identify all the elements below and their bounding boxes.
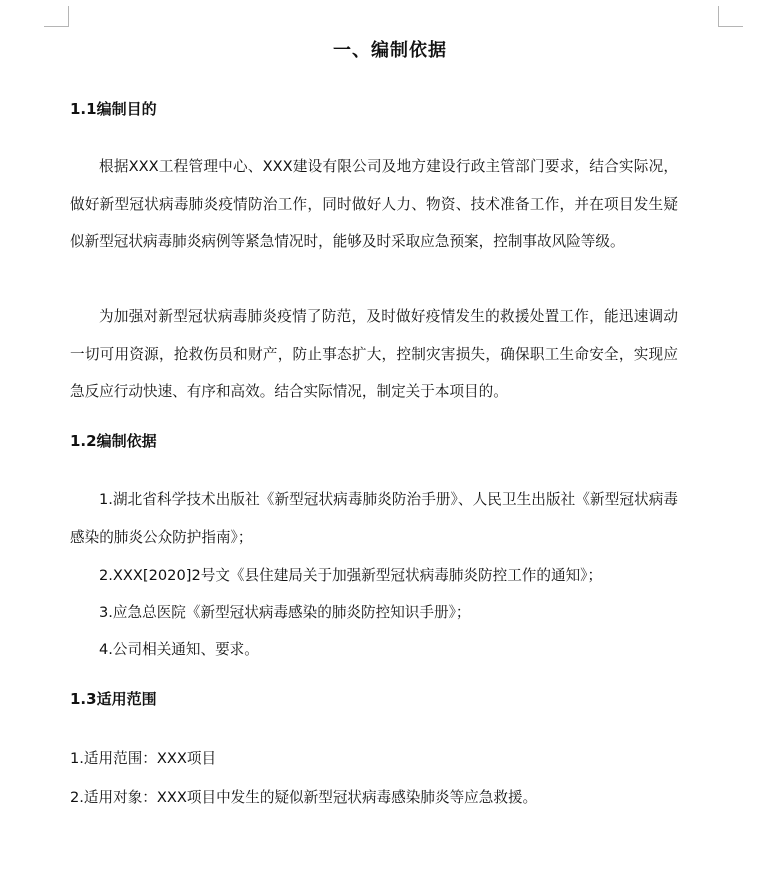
paragraph-purpose-1: 根据XXX工程管理中心、XXX建设有限公司及地方建设行政主管部门要求，结合实际况，做好新型冠状病毒肺炎疫情防治工作，同时做好人力、物资、技术准备工作，并在项目发生疑似新型冠状病毒肺炎病例等紧急情况时，能够及时采取应急预案，控制事故风险等级。 [70,158,678,250]
document-title: 一、编制依据 [333,40,447,61]
paragraph-purpose-2: 为加强对新型冠状病毒肺炎疫情了防范，及时做好疫情发生的救援处置工作，能迅速调动一切可用资源，抢救伤员和财产，防止事态扩大，控制灾害损失，确保职工生命安全，实现应急反应行动快速、有序和高效。结合实际情况，制定关于本项目的。 [70,308,678,400]
basis-item-4: 4.公司相关通知、要求。 [99,641,259,658]
page-corner-mark-top-left [44,6,69,27]
basis-item-2: 2.XXX[2020]2号文《县住建局关于加强新型冠状病毒肺炎防控工作的通知》； [99,567,603,584]
basis-item-3: 3.应急总医院《新型冠状病毒感染的肺炎防控知识手册》； [99,604,471,621]
scope-item-1: 1.适用范围：XXX项目 [70,750,217,767]
section-heading-basis: 1.2编制依据 [70,432,157,450]
scope-item-2: 2.适用对象：XXX项目中发生的疑似新型冠状病毒感染肺炎等应急救援。 [70,789,538,806]
section-heading-purpose: 1.1编制目的 [70,100,157,118]
basis-item-1: 1.湖北省科学技术出版社《新型冠状病毒肺炎防治手册》、人民卫生出版社《新型冠状病毒感染的肺炎公众防护指南》； [70,491,678,546]
section-heading-scope: 1.3适用范围 [70,690,157,708]
page-corner-mark-top-right [718,6,743,27]
